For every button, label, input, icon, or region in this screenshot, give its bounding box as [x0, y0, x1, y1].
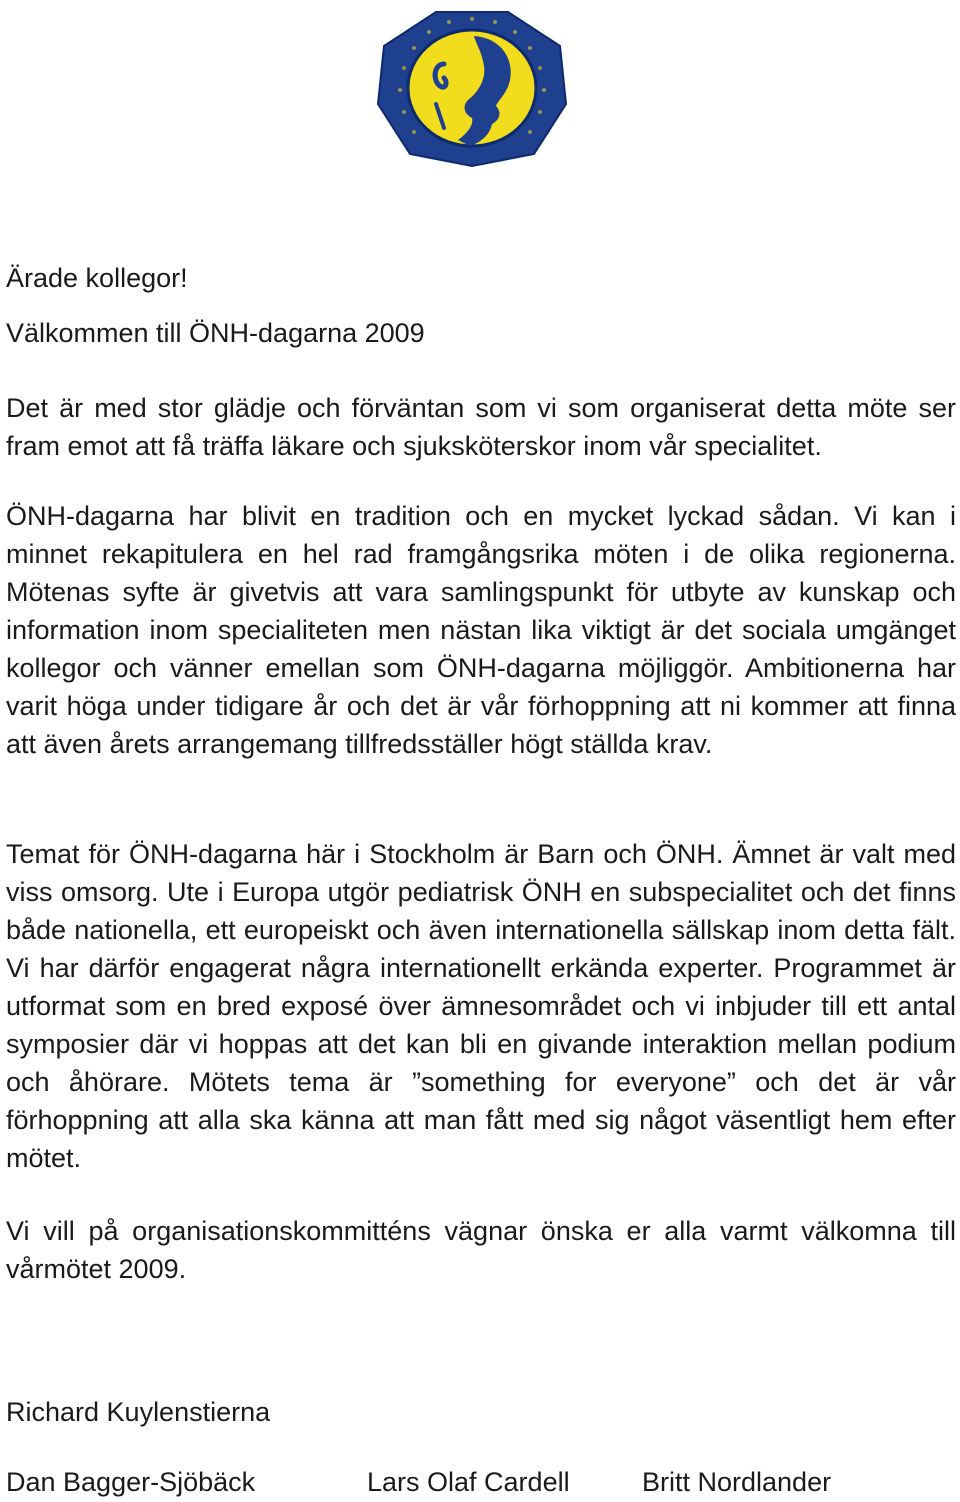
signature-name: Lars Olaf Cardell — [367, 1467, 570, 1497]
letter-paragraph: ÖNH-dagarna har blivit en tradition och en mycket lyckad sådan. Vi kan i minnet rekapitulera en hel rad framgångsrika möten i de olika regionerna. Mötenas syfte är givetvis att vara samlingspunkt för utbyte av kunskap och information inom specialiteten men nästan lika viktigt är det sociala umgänget kollegor och vänner emellan som ÖNH-dagarna möjliggör. Ambitionerna har varit höga under tidigare år och det är vår förhoppning att ni kommer att finna att även årets arrangemang tillfredsställer högt ställda krav. — [6, 501, 956, 759]
letter-paragraph: Temat för ÖNH-dagarna här i Stockholm är Barn och ÖNH. Ämnet är valt med viss omsorg. Ute i Europa utgör pediatrisk ÖNH en subspecialitet och det finns både nationella, ett europeiskt och även internationella sällskap inom detta fält. Vi har därför engagerat några internationellt erkända experter. Programmet är utformat som en bred exposé över ämnesområdet och vi inbjuder till ett antal symposier där vi hoppas att det kan bli en givande interaktion mellan podium och åhörare. Mötets tema är ”something for everyone” och det är vår förhoppning att alla ska känna att man fått med sig något väsentligt hem efter mötet. — [6, 839, 956, 1173]
letter-greeting: Ärade kollegor! — [6, 263, 188, 293]
signature-row — [6, 1463, 956, 1501]
society-seal-logo — [374, 8, 570, 168]
letter-paragraph: Det är med stor glädje och förväntan som vi som organiserat detta möte ser fram emot att få träffa läkare och sjuksköterskor inom vår specialitet. — [6, 393, 956, 461]
signature-name: Britt Nordlander — [642, 1467, 832, 1497]
signature-name: Richard Kuylenstierna — [6, 1397, 271, 1427]
letter-welcome-line: Välkommen till ÖNH-dagarna 2009 — [6, 318, 425, 348]
letter-paragraph: Vi vill på organisationskommitténs vägnar önska er alla varmt välkomna till vårmötet 2009. — [6, 1216, 956, 1284]
signature-name: Dan Bagger-Sjöbäck — [6, 1467, 256, 1497]
seal-logo-icon — [374, 8, 570, 168]
